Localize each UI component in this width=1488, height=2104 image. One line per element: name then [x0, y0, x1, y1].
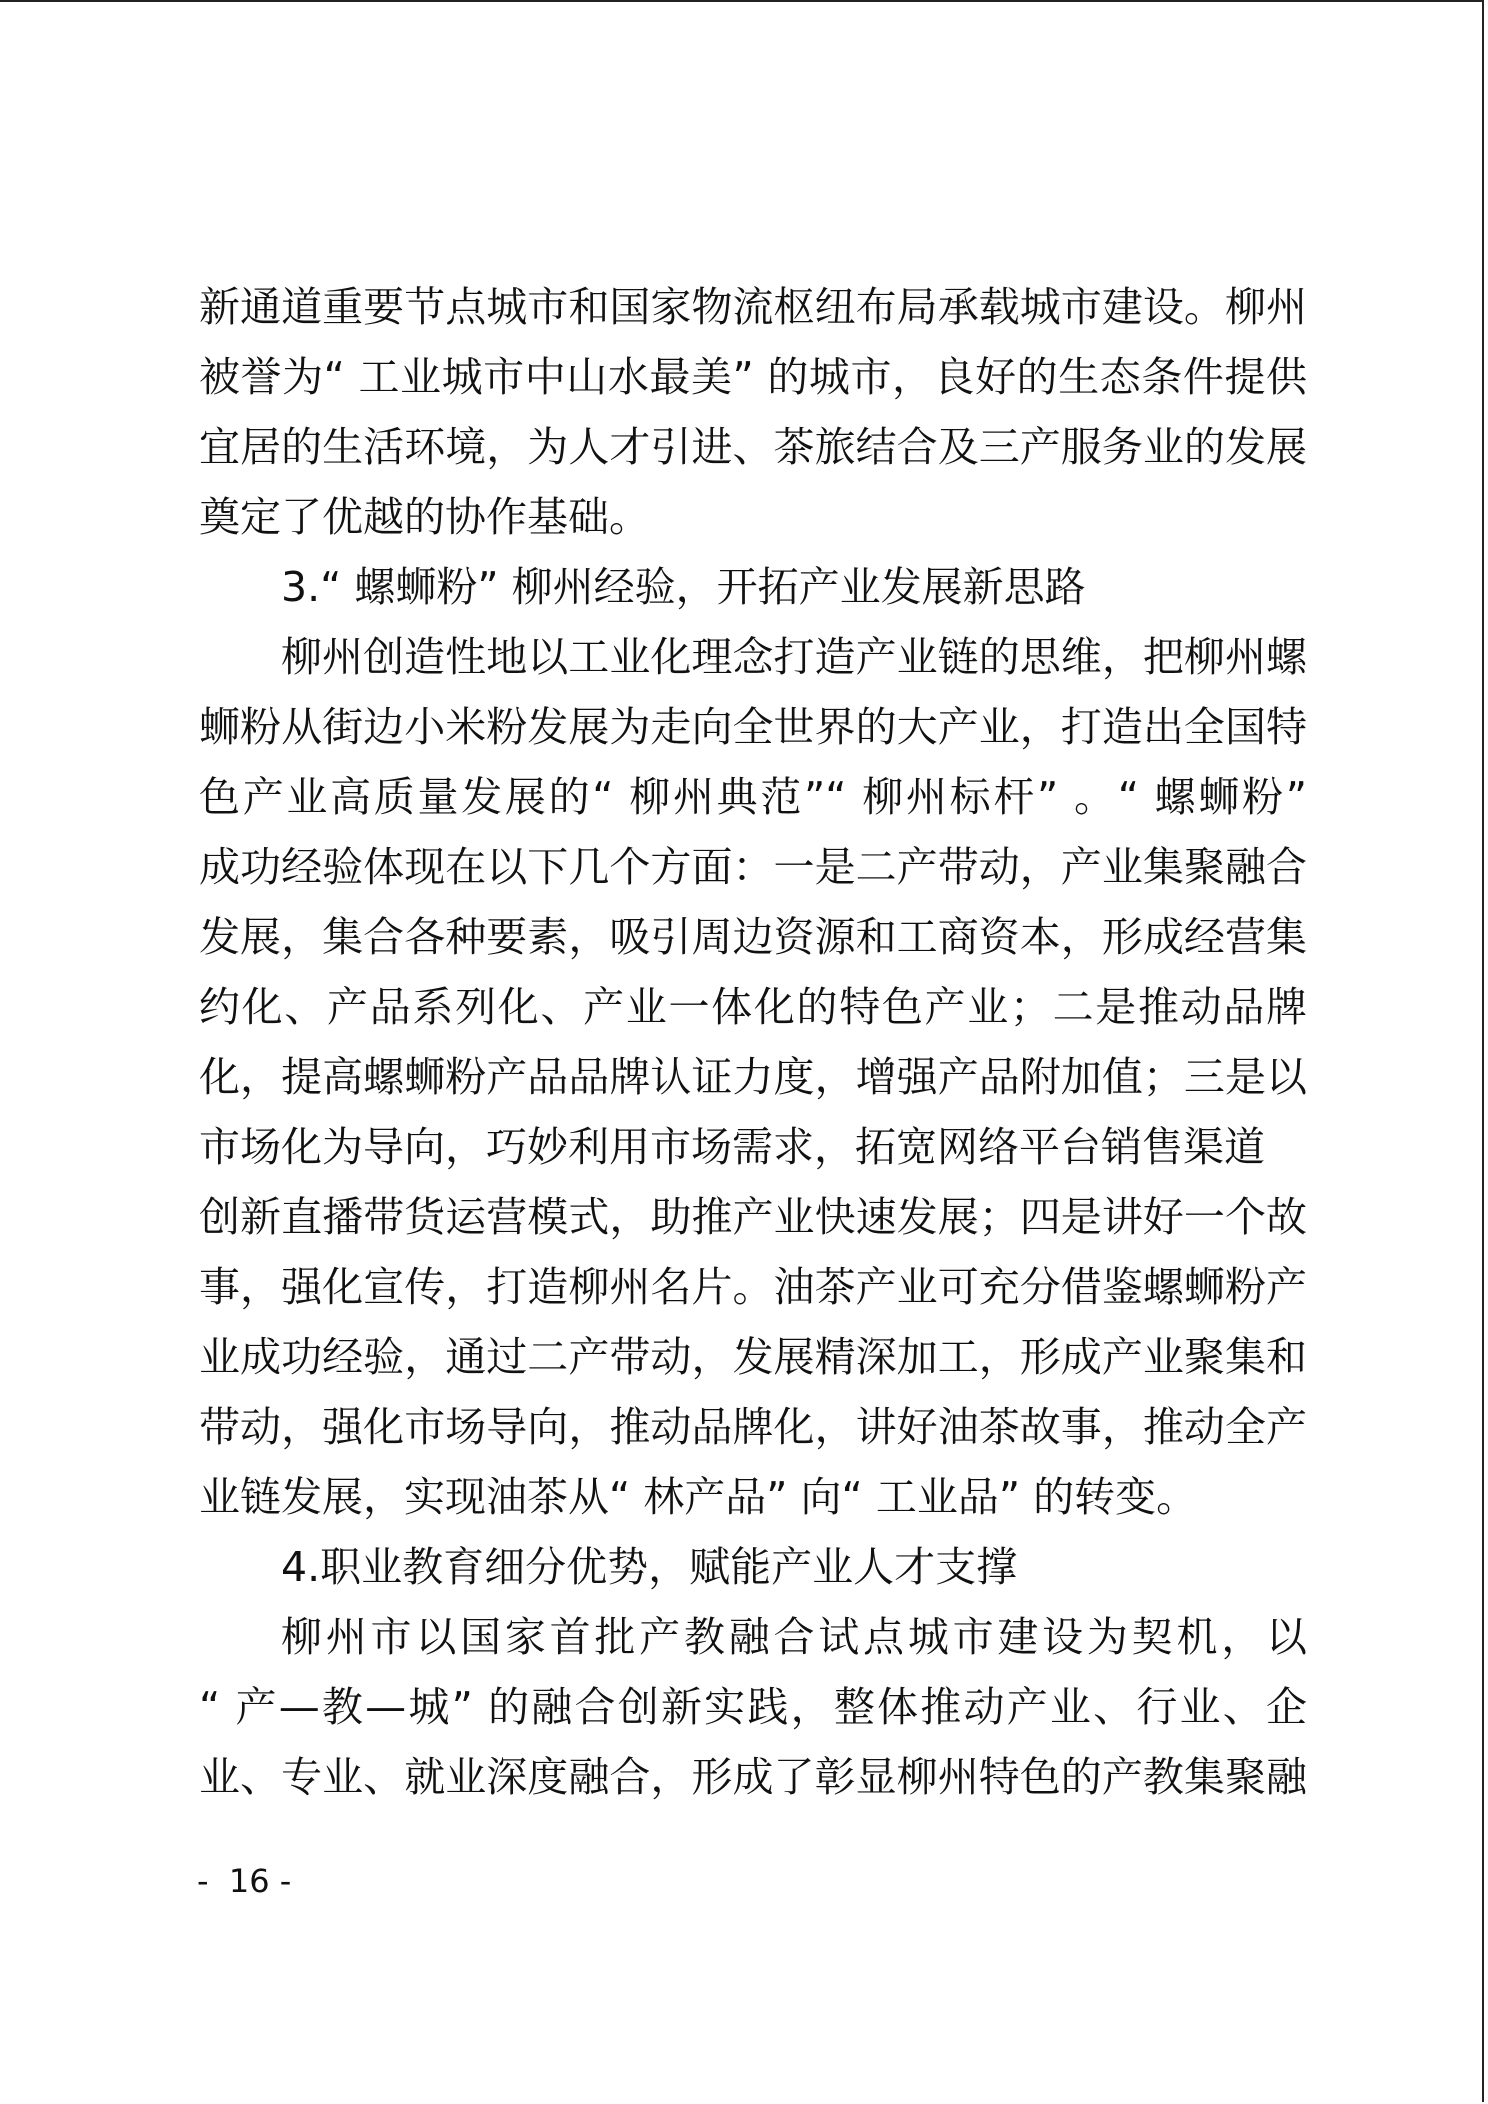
text-line: 发展，集合各种要素，吸引周边资源和工商资本，形成经营集 [199, 913, 1307, 961]
text-line: 柳州市以国家首批产教融合试点城市建设为契机，以 [281, 1613, 1307, 1661]
document-body [199, 272, 1307, 1812]
text-line: 奠定了优越的协作基础。 [199, 493, 650, 541]
page-number: - 16 - [197, 1862, 292, 1900]
text-line: 约化、产品系列化、产业一体化的特色产业；二是推动品牌 [199, 983, 1307, 1031]
text-line: 蛳粉从街边小米粉发展为走向全世界的大产业，打造出全国特 [199, 703, 1307, 751]
section-heading: 4.职业教育细分优势，赋能产业人才支撑 [281, 1543, 1018, 1591]
text-line: 色产业高质量发展的“ 柳州典范”“ 柳州标杆” 。“ 螺蛳粉” [199, 773, 1307, 821]
text-line: 业、专业、就业深度融合，形成了彰显柳州特色的产教集聚融 [199, 1753, 1307, 1801]
text-line: 市场化为导向，巧妙利用市场需求，拓宽网络平台销售渠道 [199, 1123, 1265, 1171]
text-line: 创新直播带货运营模式，助推产业快速发展；四是讲好一个故 [199, 1193, 1307, 1241]
text-line: 宜居的生活环境，为人才引进、茶旅结合及三产服务业的发展 [199, 423, 1307, 471]
text-line: 成功经验体现在以下几个方面：一是二产带动，产业集聚融合 [199, 843, 1307, 891]
text-line: 业成功经验，通过二产带动，发展精深加工，形成产业聚集和 [199, 1333, 1307, 1381]
text-line: 化，提高螺蛳粉产品品牌认证力度，增强产品附加值；三是以 [199, 1053, 1307, 1101]
section-heading: 3.“ 螺蛳粉” 柳州经验，开拓产业发展新思路 [281, 563, 1086, 611]
text-line: 柳州创造性地以工业化理念打造产业链的思维，把柳州螺 [281, 633, 1307, 681]
text-line: 业链发展，实现油茶从“ 林产品” 向“ 工业品” 的转变。 [199, 1473, 1198, 1521]
text-line: 带动，强化市场导向，推动品牌化，讲好油茶故事，推动全产 [199, 1403, 1307, 1451]
text-line: 新通道重要节点城市和国家物流枢纽布局承载城市建设。柳州 [199, 283, 1307, 331]
text-line: 被誉为“ 工业城市中山水最美” 的城市，良好的生态条件提供 [199, 353, 1307, 401]
text-line: “ 产—教—城” 的融合创新实践，整体推动产业、行业、企 [199, 1683, 1307, 1731]
text-line: 事，强化宣传，打造柳州名片。油茶产业可充分借鉴螺蛳粉产 [199, 1263, 1307, 1311]
